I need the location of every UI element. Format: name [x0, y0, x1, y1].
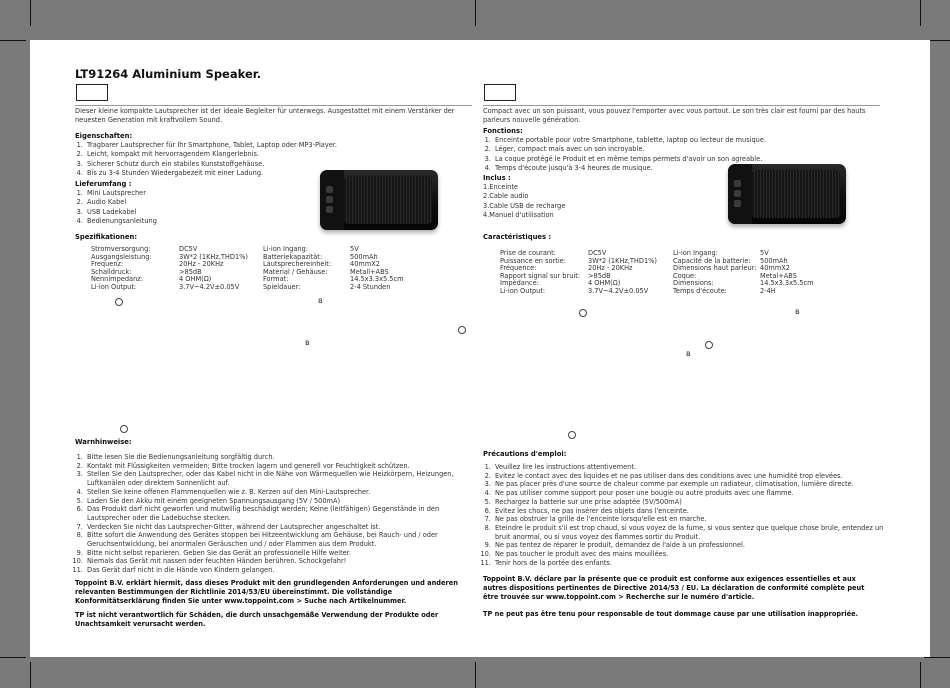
crop-mark	[920, 0, 921, 26]
crop-mark	[475, 662, 476, 688]
list-item: 1. Enceinte portable pour votre Smartphone, tablette, laptop ou lecteur de musique.	[493, 136, 793, 145]
list-item: 4. Stellen Sie keine offenen Flammenquellen wie z. B. Kerzen auf den Mini-Lautsprecher.	[85, 488, 467, 497]
list-item: 2. Kontakt mit Flüssigkeiten vermeiden; Bitte trocken lagern und generell vor Feuchtigkeit schützen.	[85, 462, 467, 471]
list-item: 11. Tenir hors de la portée des enfants.	[493, 559, 885, 568]
warnings-list	[483, 463, 885, 567]
divider	[75, 105, 472, 106]
crop-mark	[920, 662, 921, 688]
list-item: 4. Bis zu 3-4 Stunden Wiedergabezeit mit einer Ladung.	[85, 169, 355, 178]
list-item: 11. Das Gerät darf nicht in die Hände von Kindern gelangen.	[85, 566, 467, 575]
specs-table-left: Prise de courant: DC5V Puissance en sortie: 3W*2 (1KHz,THD1%) Fréquence: 20Hz - 20KHz Rapport signal sur bruit: >85dB Impédance: 4 OHM(Ω) Li-ion Output: 3.7V~4.2V±0.05V	[500, 249, 658, 295]
list-item: 3. La coque protégé le Produit et en même temps permets d'avoir un son agreable.	[493, 155, 793, 164]
contents-list	[483, 183, 683, 221]
column-german	[75, 40, 472, 657]
list-item: 3. Sicherer Schutz durch ein stabiles Kunststoffgehäuse.	[85, 160, 355, 169]
list-item: 1. Mini Lautsprecher	[85, 189, 285, 198]
liability-statement: TP ne peut pas être tenu pour responsable de tout dommage cause par une utilisation inappropriée.	[483, 610, 859, 618]
list-item: 8. Eteindre le produit s'il est trop chaud, si vous voyez de la fume, si vous sentez que quelque chose brule, entendez un bruit anormal, ou si vous voyez des flammes sortir du Produit.	[493, 524, 885, 541]
list-item: 2. Audio Kabel	[85, 198, 285, 207]
bluetooth-icon: ʙ	[305, 338, 310, 347]
crop-mark	[30, 662, 31, 688]
page-title: LT91264 Aluminium Speaker.	[75, 67, 262, 81]
bluetooth-icon: ʙ	[795, 307, 800, 316]
list-item: 3. Stellen Sie den Lautsprecher, oder das Kabel nicht in die Nähe von Wärmequellen wie Heizkörpern, Heizungen, Luftkanälen oder direktem Sonnenlicht auf.	[85, 470, 467, 487]
intro-text: Dieser kleine kompakte Lautsprecher ist der ideale Begleiter für unterwegs. Ausgestattet mit einem Verstärker der neuesten Generation mit kraftvollem Sound.	[75, 107, 455, 124]
warnings-heading: Précautions d'emploi:	[483, 450, 567, 458]
power-icon	[579, 309, 587, 317]
list-item: 4.Manuel d'utilisation	[483, 211, 554, 220]
list-item: 3. USB Ladekabel	[85, 208, 285, 217]
specs-table-right: Li-ion Ingang: 5V Batteriekapazität: 500mAh Lautsprechereinheit: 40mmX2 Material / Gehäuse: Metall+ABS Format: 14.5x3.3x5.5cm Spieldauer: 2-4 Stunden	[263, 245, 404, 291]
list-item: 5. Laden Sie den Akku mit einem geeigneten Spannungsausgang (5V / 500mA)	[85, 497, 467, 506]
list-item: 8. Bitte sofort die Anwendung des Gerätes stoppen bei Hitzeentwicklung am Gehäuse, bei Rauch- und / oder Geruchsentwicklung, bei anormalen Geräuschen und / oder Flammen aus dem Produkt.	[85, 531, 467, 548]
list-item: 6. Das Produkt darf nicht geworfen und mutwillig beschädigt werden; Keine (leitfähigen) Gegenstände in den Lautsprecher oder die Ladebuchse stecken.	[85, 505, 467, 522]
list-item: 7. Ne pas obstruer la grille de l'enceinte lorsqu'elle est en marche.	[493, 515, 885, 524]
list-item: 2. Léger, compact mais avec un son incroyable.	[493, 145, 793, 154]
conformity-statement: Toppoint B.V. erklärt hiermit, dass dieses Produkt mit den grundlegenden Anforderungen und anderen relevanten Bestimmungen der Richtlinie 2014/53/EU übereinstimmt. Die vollständige Konformitätserklärung finden Sie unter www.toppoint.com > Suche nach Artikelnummer.	[75, 579, 458, 605]
list-item: 10. Niemals das Gerät mit nassen oder feuchten Händen berühren. Schockgefahr!	[85, 557, 467, 566]
power-icon	[458, 326, 466, 334]
divider	[483, 105, 880, 106]
power-icon	[115, 298, 123, 306]
list-item: 1. Bitte lesen Sie die Bedienungsanleitung sorgfältig durch.	[85, 453, 467, 462]
specs-table-left: Stromversorgung: DC5V Ausgangsleistung: 3W*2 (1KHz,THD1%) Frequenz: 20Hz - 20KHz Schalldruck: >85dB Nennimpedanz: 4 OHM(Ω) Li-ion Output: 3.7V~4.2V±0.05V	[91, 245, 249, 291]
list-item: 4. Bedienungsanleitung	[85, 217, 285, 226]
list-item: 2.Cable audio	[483, 192, 529, 201]
list-item: 9. Ne pas tentez de réparer le produit, demandez de l'aide à un professionnel.	[493, 541, 885, 550]
crop-mark	[0, 40, 26, 41]
contents-heading: Inclus :	[483, 174, 511, 182]
list-item: 1.Enceinte	[483, 183, 518, 191]
list-item: 1. Veuillez lire les instructions attentivement.	[493, 463, 885, 472]
intro-text: Compact avec un son puissant, vous pouvez l'emporter avec vous partout. Le son très clair est fourni par des hauts parleurs nouvelle génération.	[483, 107, 866, 124]
specs-heading: Spezifikationen:	[75, 233, 138, 241]
crop-mark	[475, 0, 476, 26]
crop-mark	[924, 657, 950, 658]
warnings-list	[75, 453, 467, 575]
contents-list	[75, 189, 285, 227]
liability-statement: TP ist nicht verantwortlich für Schäden, die durch unsachgemäße Verwendung der Produkte oder Unachtsamkeit verursacht werden.	[75, 611, 439, 628]
conformity-statement: Toppoint B.V. déclare par la présente que ce produit est conforme aux exigences essentielles et aux autres dispositions pertinentes de Directive 2014/53 / EU. La déclaration de conformité complète peut être trouvée sur www.toppoint.com > Recherche sur le numéro d'article.	[483, 575, 865, 601]
column-french	[483, 40, 884, 657]
specs-table-right: Li-ion Ingang: 5V Capacité de la batterie: 500mAh Dimensions haut parleur: 40mmX2 Coque: Metal+ABS Dimensions: 14.5x3.3x5.5cm Temps d'écoute: 2-4H	[673, 249, 814, 295]
list-item: 1. Tragbarer Lautsprecher für Ihr Smartphone, Tablet, Laptop oder MP3-Player.	[85, 141, 355, 150]
speaker-product-image	[728, 164, 846, 224]
power-icon	[120, 425, 128, 433]
list-item: 4. Ne pas utiliser comme support pour poser une bougie ou autre produits avec une flamme.	[493, 489, 885, 498]
contents-heading: Lieferumfang :	[75, 180, 132, 188]
list-item: 3. Ne pas placer près d'une source de chaleur comme par exemple un radiateur, climatisation, lumière directe.	[493, 480, 885, 489]
language-flag-box	[76, 84, 108, 101]
power-icon	[568, 431, 576, 439]
manual-sheet	[30, 40, 930, 657]
list-item: 7. Verdecken Sie nicht das Lautsprecher-Gitter, während der Lautsprecher angeschaltet ist.	[85, 523, 467, 532]
bluetooth-icon: ʙ	[686, 349, 691, 358]
speaker-product-image	[320, 170, 438, 230]
list-item: 10. Ne pas toucher le produit avec des mains mouillées.	[493, 550, 885, 559]
features-heading: Fonctions:	[483, 127, 523, 135]
crop-mark	[0, 657, 26, 658]
list-item: 2. Leicht, kompakt mit hervorragendem Klangerlebnis.	[85, 150, 355, 159]
specs-heading: Caractéristiques :	[483, 233, 552, 241]
list-item: 6. Evitez les chocs, ne pas insérer des objets dans l'enceinte.	[493, 507, 885, 516]
list-item: 9. Bitte nicht selbst reparieren. Geben Sie das Gerät an professionelle Hilfe weiter.	[85, 549, 467, 558]
features-heading: Eigenschaften:	[75, 132, 133, 140]
list-item: 4. Temps d'écoute jusqu'à 3-4 heures de musique.	[493, 164, 793, 173]
features-list	[75, 141, 355, 179]
list-item: 5. Rechargez la batterie sur une prise adaptée (5V/500mA)	[493, 498, 885, 507]
crop-mark	[30, 0, 31, 26]
list-item: 2. Evitez le contact avec des liquides et ne pas utiliser dans des conditions avec une humidité trop elevées.	[493, 472, 885, 481]
language-flag-box	[484, 84, 516, 101]
bluetooth-icon: ʙ	[318, 296, 323, 305]
warnings-heading: Warnhinweise:	[75, 438, 132, 446]
power-icon	[705, 341, 713, 349]
list-item: 3.Cable USB de recharge	[483, 201, 566, 210]
